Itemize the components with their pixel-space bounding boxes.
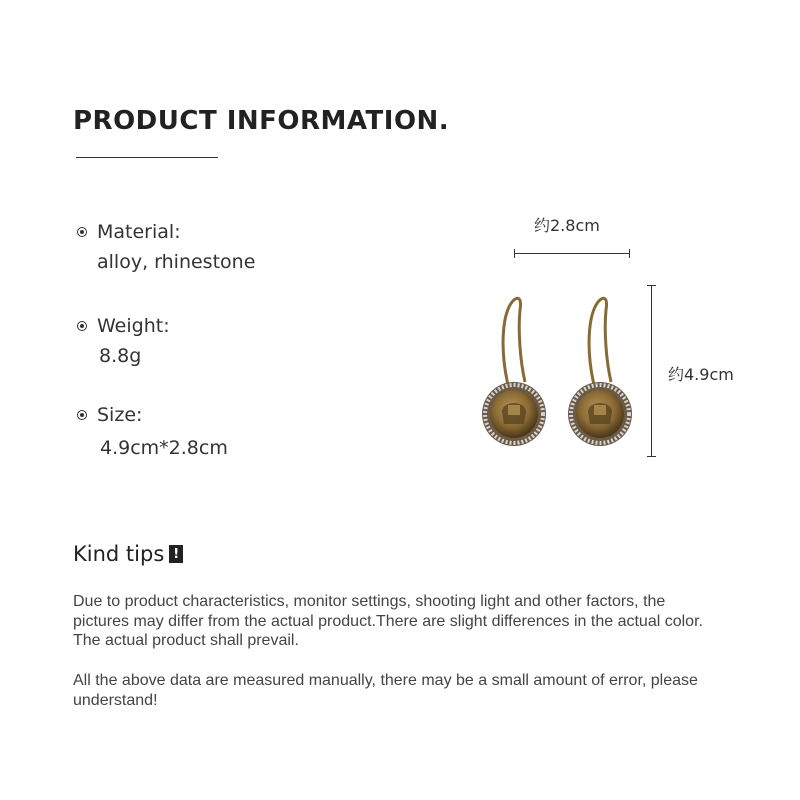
height-dimension-tick	[647, 285, 656, 286]
exclamation-icon: !	[169, 545, 183, 563]
measurement-note-paragraph: All the above data are measured manually, there may be a small amount of error, please understand!	[73, 672, 698, 709]
spec-label: Weight:	[97, 315, 170, 337]
height-dimension-label: 约4.9cm	[668, 365, 734, 384]
target-bullet-icon	[77, 321, 87, 331]
spec-material	[77, 221, 255, 273]
spec-size	[77, 404, 228, 459]
spec-weight	[77, 315, 170, 367]
right-earring	[568, 298, 632, 446]
width-dimension-tick	[514, 249, 515, 258]
disclaimer-paragraph: Due to product characteristics, monitor settings, shooting light and other factors, the pictures may differ from the actual product.There are slight differences in the actual color. The actual product shall prevail.	[73, 593, 703, 649]
spec-label: Size:	[97, 404, 143, 426]
earrings-product-image	[470, 290, 650, 470]
spec-value: alloy, rhinestone	[97, 251, 256, 273]
width-dimension-tick	[629, 249, 630, 258]
spec-value: 8.8g	[99, 345, 142, 367]
left-earring	[482, 298, 546, 446]
page-title: PRODUCT INFORMATION.	[73, 106, 450, 136]
spec-value: 4.9cm*2.8cm	[100, 437, 228, 459]
kind-tips-heading	[73, 542, 183, 566]
title-divider	[76, 157, 218, 158]
spec-label: Material:	[97, 221, 181, 243]
target-bullet-icon	[77, 227, 87, 237]
target-bullet-icon	[77, 410, 87, 420]
width-dimension-label: 约2.8cm	[534, 216, 600, 235]
width-dimension-line	[514, 253, 630, 254]
kind-tips-title: Kind tips	[73, 542, 165, 566]
height-dimension-line	[651, 285, 652, 457]
